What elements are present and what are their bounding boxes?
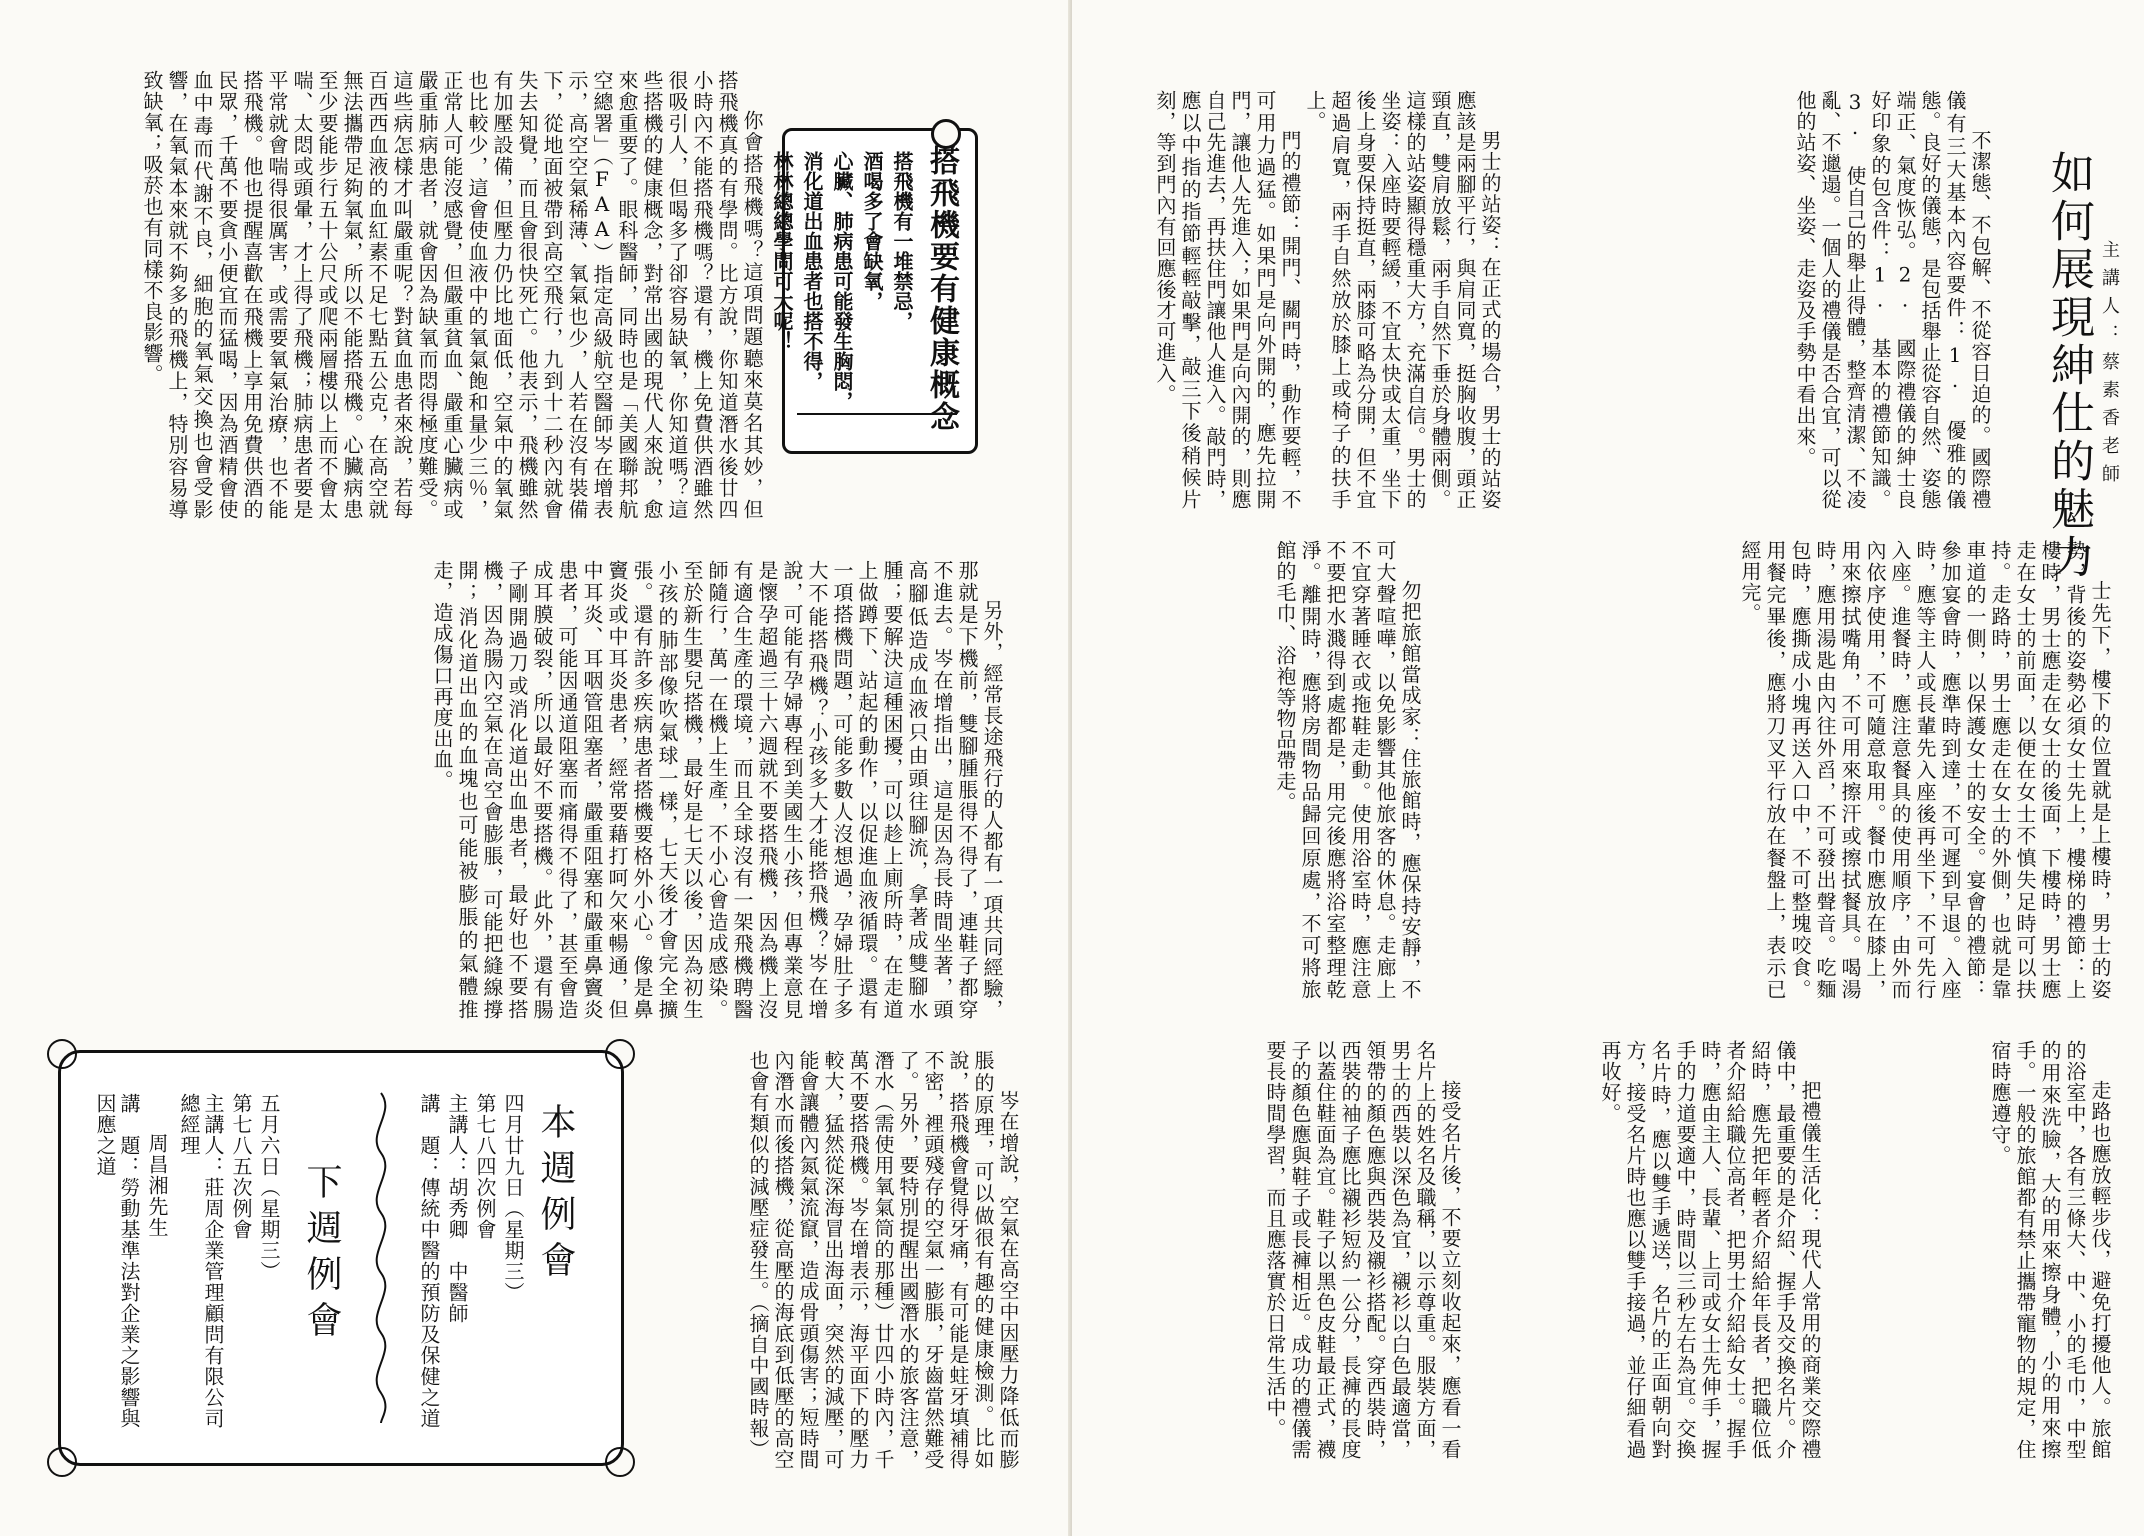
house-ornament-icon: [797, 413, 957, 441]
this-week-topic: 講 題：傳統中醫的預防及保健之道: [417, 1093, 441, 1429]
corner-ornament-icon: [47, 1039, 77, 1069]
meeting-notice-box: [58, 1050, 624, 1466]
next-week-date: 五月六日（星期三）: [257, 1093, 281, 1282]
article-lede: 搭飛機有一堆禁忌， 酒喝多了會缺氧， 心臟、肺病患可能發生胸悶， 消化道出血患者也搭不得， 林林總總學問可大呢！: [770, 151, 914, 411]
article-section-4: 士先下，樓下的位置就是上樓時，男士的姿勢，背後的姿勢必須女士先上，樓梯的禮節：上樓時，男士應走在女士的後面，下樓時，男士應走在女士的前面，以便在女士不慎失足時可以扶持。走路時，男士應走在女士的外側，也就是靠車道的一側，以保護女士的安全。宴會的禮節：參加宴會時，應準時到達，不可遲到早退。入座時，應等主人或長輩先入座後再坐下，不可先行入座。進餐時，應注意餐具的使用順序，由外而內依序使用，不可隨意取用。餐巾應放在膝上，用來擦拭嘴角，不可用來擦汗或擦拭餐具。喝湯時，應用湯匙由內往外舀，不可發出聲音。吃麵包時，應撕成小塊再送入口中，不可整塊咬食。用餐完畢後，應將刀叉平行放在餐盤上，表示已經用完。: [1738, 540, 2112, 1000]
this-week-session: 第七八四次例會: [473, 1093, 497, 1240]
article-section-1: 不潔態、不包解、不從容日迫的。國際禮儀有三大基本內容要件：1. 優雅的儀態。良好的儀態，是包括舉止從容自然、姿態端正、氣度恢弘。2. 國際禮儀的紳士良好印象的包含件：1. 基本的禮節知識。3. 使自己的舉止得體，整齊清潔、不凌亂、不邋遢。一個人的禮儀是否合宜，可以從他的站姿、坐姿、走姿及手勢中看出來。: [1793, 90, 1992, 510]
this-week-speaker: 主講人：胡秀卿 中醫師: [445, 1093, 469, 1324]
speaker-credit: 主講人：蔡素香老師: [2099, 240, 2120, 492]
right-page: [1072, 0, 2144, 1536]
article-section-8: 接受名片後，不要立刻收起來，應看一看名片上的姓名及職稱，以示尊重。服裝方面，男士的西裝以深色為宜，襯衫以白色最適當，領帶的顏色應與西裝及襯衫搭配。穿西裝時，西裝的袖子應比襯衫短約一公分，長褲的長度以蓋住鞋面為宜。鞋子以黑色皮鞋最正式，襪子的顏色應與鞋子或長褲相近。成功的禮儀需要長時間學習，而且應落實於日常生活中。: [1263, 1040, 1462, 1460]
this-week-date: 四月廿九日（星期三）: [501, 1093, 525, 1303]
next-week-topic: 講 題：勞動基準法對企業之影響與因應之道: [93, 1093, 141, 1429]
article-section-7: 把禮儀生活化：現代人常用的商業交際禮儀中，最重要的是介紹、握手及交換名片。介紹時，應先把年輕者介紹給年長者，把職位低者介紹給職位高者，把男士介紹給女士。握手時，應由主人、長輩、上司或女士先伸手，握手的力道要適中，時間以三秒左右為宜。交換名片時，應以雙手遞送，名片的正面朝向對方，接受名片時也應以雙手接過，並仔細看過再收好。: [1598, 1040, 1822, 1460]
next-week-session: 第七八五次例會: [229, 1093, 253, 1240]
corner-ornament-icon: [605, 1447, 635, 1477]
article-title-box: [770, 128, 978, 454]
article-top-text: 你會搭飛機嗎？這項問題聽來莫名其妙，但搭飛機真的有學問。比方說，你知道潛水後廿四小時內不能搭飛機嗎？還有，機上免費供酒雖然很吸引人，但喝多了卻容易缺氧，你知道嗎？這些搭機的健康概念，對常出國的現代人來說，愈來愈重要了。眼科醫師，同時也是「美國聯邦航空總署」（FAA）指定高級航空醫師岑在增表示，高空空氣稀薄、氧氣也少，人若在沒有裝備下，從地面被帶到高空飛行，九到十二秒內就會失去知覺，而且會很快死亡。他表示，飛機雖然有加壓設備，但壓力仍比地面低，空氣中的氧氣也比較少，這會使血液中的氧氣飽和量少三％，正常人可能沒感覺，但嚴重貧血、嚴重心臟病或嚴重肺病患者，就會因為缺氧而悶得極度難受。這些病怎樣才叫嚴重呢？對貧血患者來說，若每百西西血液的血紅素不足七點五公克，在高空就無法攜帶足夠氧氣，所以不能搭飛機。心臟病患至少要能步行五十公尺或爬兩層樓以上而不會太喘、太悶或頭暈，才上得了飛機；肺病患者要是平常就會喘得很厲害，或需要氧氣治療，也不能搭飛機。他也提醒喜歡在飛機上享用免費供酒的民眾，千萬不要貪小便宜而猛喝，因為酒精會使血中毒而代謝不良，細胞的氧氣交換也會受影響，在氧氣本來就不夠多的飛機上，特別容易導致缺氧；吸菸也有同樣不良影響。: [140, 70, 764, 520]
next-week-speaker-name: 周昌湘先生: [145, 1133, 169, 1238]
corner-ornament-icon: [605, 1039, 635, 1069]
article-middle-text: 另外，經常長途飛行的人都有一項共同經驗，那就是下機前，雙腳腫脹得不得了，連鞋子都穿不進去。岑在增指出，這是因為長時間坐著，頭高腳低造成血液只由頭往腳流，拿著成雙腳水腫；要解決這種困擾，可以趁上廁所時，在走道上做蹲下、站起的動作，以促進血液循環。還有一項搭機問題，可能多數人沒想過，孕婦肚子多大不能搭飛機？小孩多大才能搭飛機？岑在增說，可能有孕婦專程到美國生小孩，但專業意見是懷孕超過三十六週就不要搭飛機，因為機上沒有適合生產的環境，而且全球沒有一架飛機聘醫師隨行，萬一在機上生產，不小心會造成感染。至於新生嬰兒搭機，最好是七天以後，因為初生小孩的肺部像吹氣球一樣，七天後才會完全擴張。還有許多疾病患者搭機要格外小心。像是鼻竇炎或中耳炎患者，經常要藉打呵欠來暢通，但中耳炎、耳咽管阻塞者，嚴重阻塞和嚴重鼻竇炎患者，可能因通道阻塞而痛得不得了，甚至會造成耳膜破裂，所以最好不要搭機。此外，還有腸子剛開過刀或消化道出血患者，最好也不要搭機，因為腸內空氣在高空會膨脹，可能把縫線撐開；消化道出血的血塊也可能被膨脹的氣體推走，造成傷口再度出血。: [430, 560, 1004, 1020]
article-section-2: 男士的站姿：在正式的場合，男士的站姿應該是兩腳平行，與肩同寬，挺胸收腹，頭正頸直，雙肩放鬆，兩手自然下垂於身體兩側。這樣的站姿顯得穩重大方，充滿自信。男士的坐姿：入座時要輕緩，不宜太快或太重，坐下後上身要保持挺直，兩膝可略為分開，但不宜超過肩寬，兩手自然放於膝上或椅子的扶手上。: [1303, 90, 1502, 510]
next-week-speaker: 主講人：莊周企業管理顧問有限公司總經理: [177, 1093, 225, 1429]
corner-ornament-icon: [47, 1447, 77, 1477]
article-section-6: 走路也應放輕步伐，避免打擾他人。旅館的浴室中，各有三條大、中、小的毛巾，中型的用來洗臉，大的用來擦身體，小的用來擦手。一般的旅館都有禁止攜帶寵物的規定，住宿時應遵守。: [1988, 1040, 2112, 1460]
article-section-5: 勿把旅館當成家：住旅館時，應保持安靜，不可大聲喧嘩，以免影響其他旅客的休息。走廊上不宜穿著睡衣或拖鞋走動。使用浴室時，應注意不要把水濺得到處都是，用完後應將浴室整理乾淨。離開時，應將房間物品歸回原處，不可將旅館的毛巾、浴袍等物品帶走。: [1273, 540, 1422, 1000]
article-title: 搭飛機要有健康概念: [924, 145, 959, 433]
this-week-heading: 本週例會: [535, 1103, 576, 1287]
article-bottom-text: 岑在增說，空氣在高空中因壓力降低而膨脹的原理，可以做很有趣的健康檢測。比如說，搭飛機會覺得牙痛，有可能是蛀牙填補得不密，裡頭殘存的空氣一膨脹，牙齒當然難受了。另外，要特別提醒出國潛水的旅客注意，潛水（需使用氧氣筒的那種）廿四小時內，千萬不要搭飛機。岑在增表示，海平面下的壓力較大，猛然從深海冒出海面，突然的減壓，可能會讓體內氮氣流竄，造成骨頭傷害；短時間內潛水而後搭機，從高壓的海底到低壓的高空也會有類似的減壓症發生。（摘自中國時報）: [746, 1050, 1020, 1470]
swirl-divider-icon: [361, 1093, 401, 1423]
next-week-heading: 下週例會: [301, 1163, 342, 1347]
article-section-3: 門的禮節：開門、關門時，動作要輕，不可用力過猛。如果門是向外開的，應先拉開門，讓他人先進入；如果門是向內開的，則應自己先進去，再扶住門讓他人進入。敲門時，應以中指的指節輕輕敲擊，敲三下後稍候片刻，等到門內有回應後才可進入。: [1153, 90, 1302, 510]
page-title: 如何展現紳仕的魅力: [2043, 150, 2094, 582]
